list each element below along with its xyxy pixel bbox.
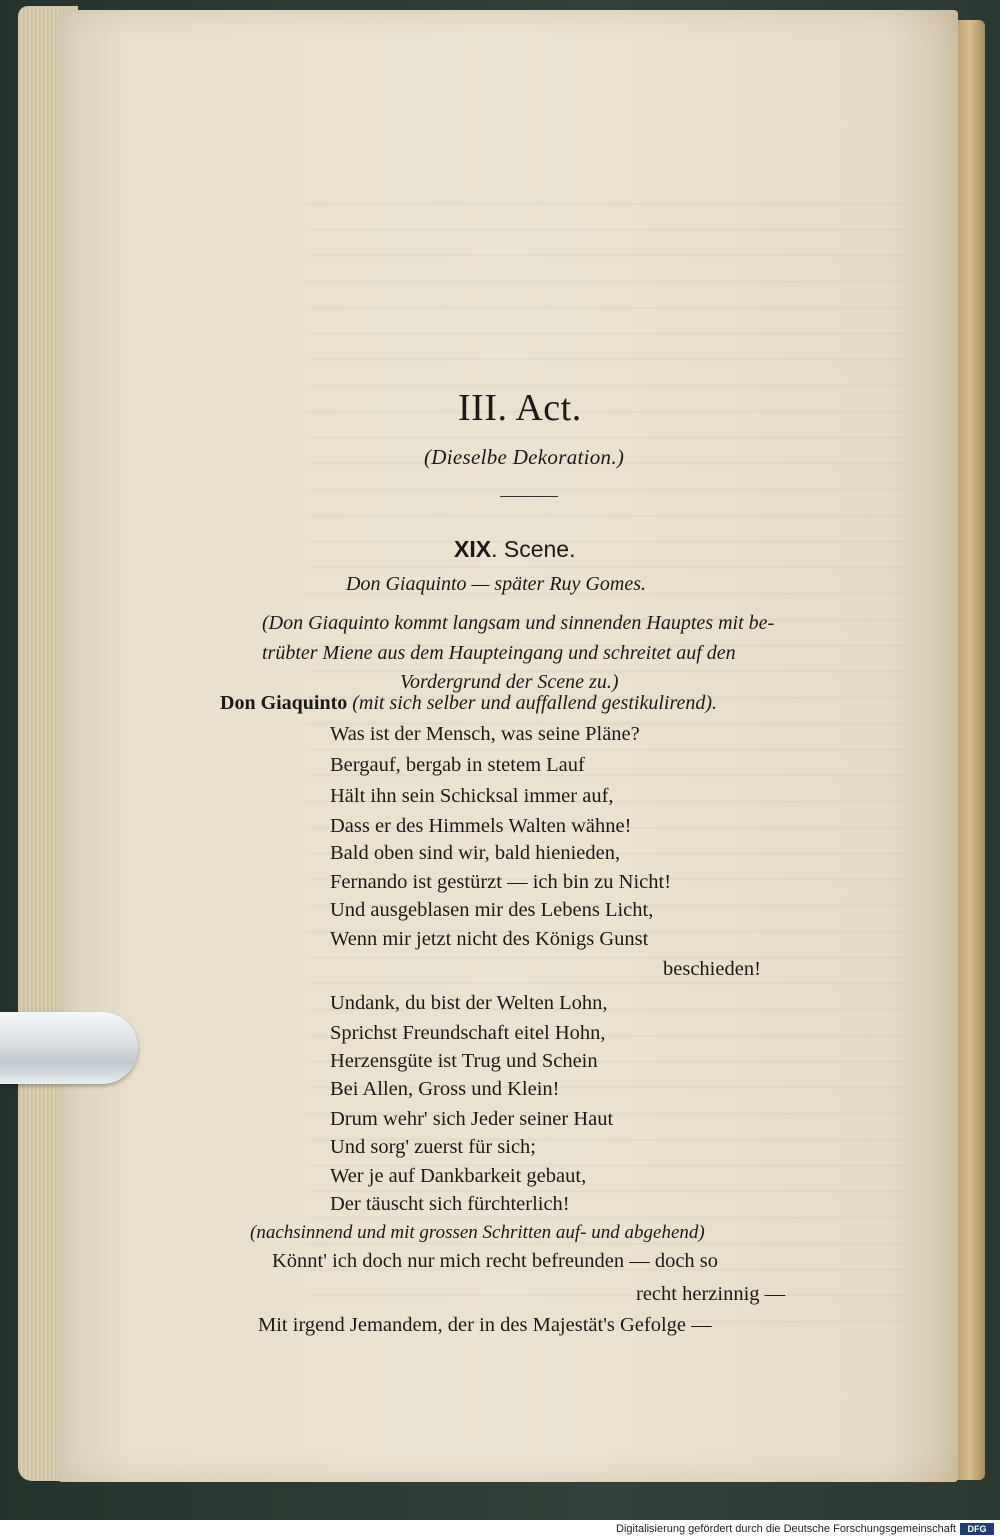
verse-line-continuation: recht herzinnig — — [636, 1283, 786, 1305]
verse-line: Drum wehr' sich Jeder seiner Haut — [330, 1108, 614, 1130]
verse-line: Und ausgeblasen mir des Lebens Licht, — [330, 899, 654, 921]
scene-title — [454, 536, 575, 563]
verse-line: Könnt' ich doch nur mich recht befreunden — doch so — [272, 1250, 719, 1272]
speaker-name: Don Giaquinto — [220, 692, 348, 714]
verse-line: Fernando ist gestürzt — ich bin zu Nicht! — [330, 871, 672, 893]
scene-characters: Don Giaquinto — später Ruy Gomes. — [346, 573, 646, 595]
funding-notice: Digitalisierung gefördert durch die Deutsche Forschungsgemeinschaft — [616, 1523, 956, 1535]
verse-line-continuation: beschieden! — [663, 958, 761, 980]
divider-rule — [500, 496, 558, 497]
verse-line: Was ist der Mensch, was seine Pläne? — [330, 723, 640, 745]
verse-line: Mit irgend Jemandem, der in des Majestät's Gefolge — — [258, 1314, 712, 1336]
stage-direction-line: (Don Giaquinto kommt langsam und sinnenden Hauptes mit be- — [262, 612, 775, 634]
act-title: III. Act. — [458, 387, 582, 429]
verse-line: Undank, du bist der Welten Lohn, — [330, 992, 608, 1014]
verse-line: Der täuscht sich fürchterlich! — [330, 1193, 570, 1215]
verse-line: Wer je auf Dankbarkeit gebaut, — [330, 1165, 587, 1187]
verse-line: Hält ihn sein Schicksal immer auf, — [330, 785, 614, 807]
verse-line: Sprichst Freundschaft eitel Hohn, — [330, 1022, 606, 1044]
page-holder-clip — [0, 1012, 138, 1084]
verse-line: Und sorg' zuerst für sich; — [330, 1136, 537, 1158]
book-cover-edge — [955, 20, 985, 1480]
scene-word: . Scene. — [491, 536, 576, 562]
digitization-footer — [0, 1520, 1000, 1538]
stage-direction-line: trübter Miene aus dem Haupteingang und schreitet auf den — [262, 642, 736, 664]
verse-line: Bald oben sind wir, bald hienieden, — [330, 842, 621, 864]
verse-line: Bei Allen, Gross und Klein! — [330, 1078, 560, 1100]
verse-line: Herzensgüte ist Trug und Schein — [330, 1050, 598, 1072]
stage-direction-line: Vordergrund der Scene zu.) — [400, 671, 619, 693]
stage-setting: (Dieselbe Dekoration.) — [424, 445, 625, 469]
speaker-line — [220, 692, 717, 715]
scene-number: XIX — [454, 536, 492, 562]
verse-line: Bergauf, bergab in stetem Lauf — [330, 754, 585, 776]
dfg-logo: DFG — [960, 1523, 994, 1535]
verse-line: Wenn mir jetzt nicht des Königs Gunst — [330, 928, 649, 950]
speaker-direction: (mit sich selber und auffallend gestikulirend). — [352, 692, 718, 714]
stage-direction-inline: (nachsinnend und mit grossen Schritten auf- und abgehend) — [250, 1222, 705, 1243]
verse-line: Dass er des Himmels Walten wähne! — [330, 815, 632, 837]
